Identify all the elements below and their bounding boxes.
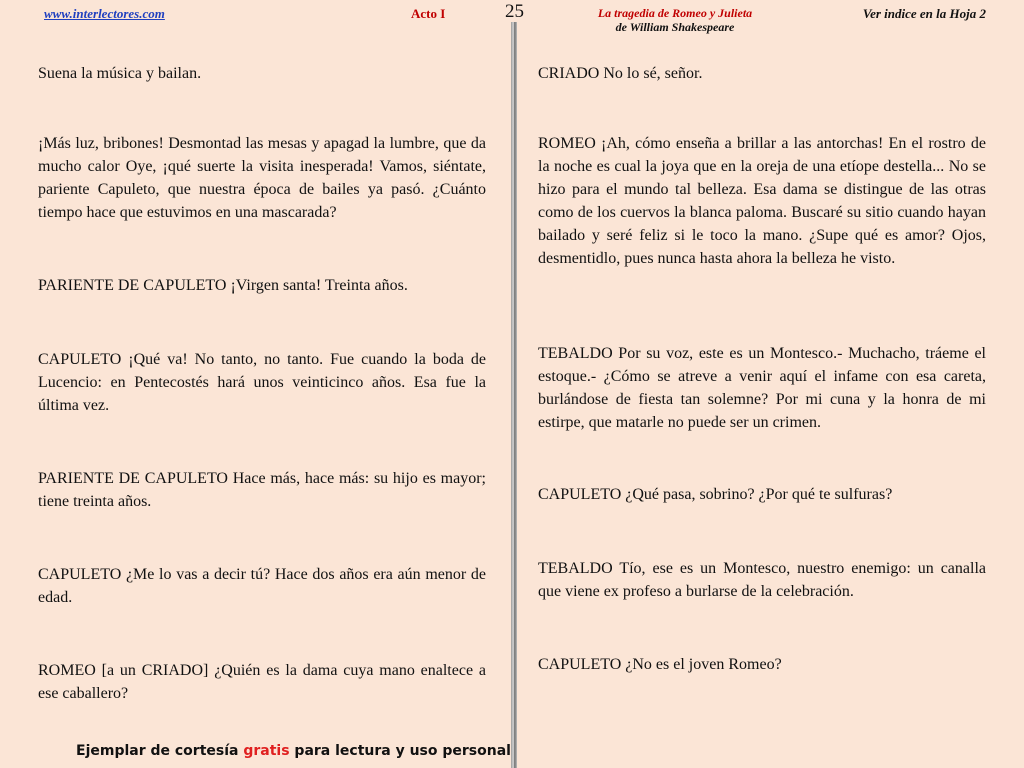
book-title: La tragedia de Romeo y Julieta: [597, 6, 753, 20]
paragraph: TEBALDO Por su voz, este es un Montesco.- Muchacho, tráeme el estoque.- ¿Cómo se atreve a venir aquí el infame con esa careta, burlándose de fiesta tan solemne? Por mi cuna y la honra de mi estirpe, que matarle no puede ser un crimen.: [538, 345, 986, 431]
paragraph: ROMEO [a un CRIADO] ¿Quién es la dama cuya mano enaltece a ese caballero?: [38, 662, 486, 702]
paragraph: CAPULETO ¿No es el joven Romeo?: [538, 656, 782, 673]
index-link[interactable]: Ver indice en la Hoja 2: [862, 6, 986, 21]
page-divider: [511, 22, 517, 768]
footer-text-end: para lectura y uso personal: [289, 743, 511, 759]
book-title-block: [585, 6, 765, 34]
footer-gratis: gratis: [243, 743, 290, 759]
footer-text-start: Ejemplar de cortesía: [76, 743, 244, 759]
page-number: 25: [505, 1, 524, 22]
paragraph: CRIADO No lo sé, señor.: [538, 65, 703, 82]
act-label: Acto I: [411, 6, 446, 21]
book-author: de William Shakespeare: [615, 20, 735, 34]
paragraph: ROMEO ¡Ah, cómo enseña a brillar a las antorchas! En el rostro de la noche es cual la joya que en la oreja de una etíope destella... No se hizo para el mundo tal belleza. Esa dama se distingue de las otras como de los cuervos la blanca paloma. Buscaré su sitio cuando hayan bailado y seré feliz si le toco la mano. ¿Supe qué es amor? Ojos, desmentidlo, pues nunca hasta ahora la belleza he visto.: [538, 135, 986, 267]
paragraph: ¡Más luz, bribones! Desmontad las mesas y apagad la lumbre, que da mucho calor Oye, ¡qué suerte la visita inesperada! Vamos, siéntate, pariente Capuleto, que nuestra época de bailes ya pasó. ¿Cuánto tiempo hace que estuvimos en una mascarada?: [38, 135, 486, 221]
paragraph: PARIENTE DE CAPULETO ¡Virgen santa! Treinta años.: [38, 277, 408, 294]
paragraph: CAPULETO ¡Qué va! No tanto, no tanto. Fue cuando la boda de Lucencio: en Pentecostés hará unos veinticinco años. Esa fue la última vez.: [38, 351, 486, 414]
paragraph: PARIENTE DE CAPULETO Hace más, hace más: su hijo es mayor; tiene treinta años.: [38, 470, 486, 510]
paragraph: CAPULETO ¿Qué pasa, sobrino? ¿Por qué te sulfuras?: [538, 486, 893, 503]
paragraph: TEBALDO Tío, ese es un Montesco, nuestro enemigo: un canalla que viene ex profeso a burlarse de la celebración.: [538, 560, 986, 600]
paragraph: Suena la música y bailan.: [38, 65, 202, 82]
courtesy-footer: [76, 743, 511, 759]
website-link[interactable]: www.interlectores.com: [44, 6, 165, 21]
paragraph: CAPULETO ¿Me lo vas a decir tú? Hace dos años era aún menor de edad.: [38, 566, 486, 606]
